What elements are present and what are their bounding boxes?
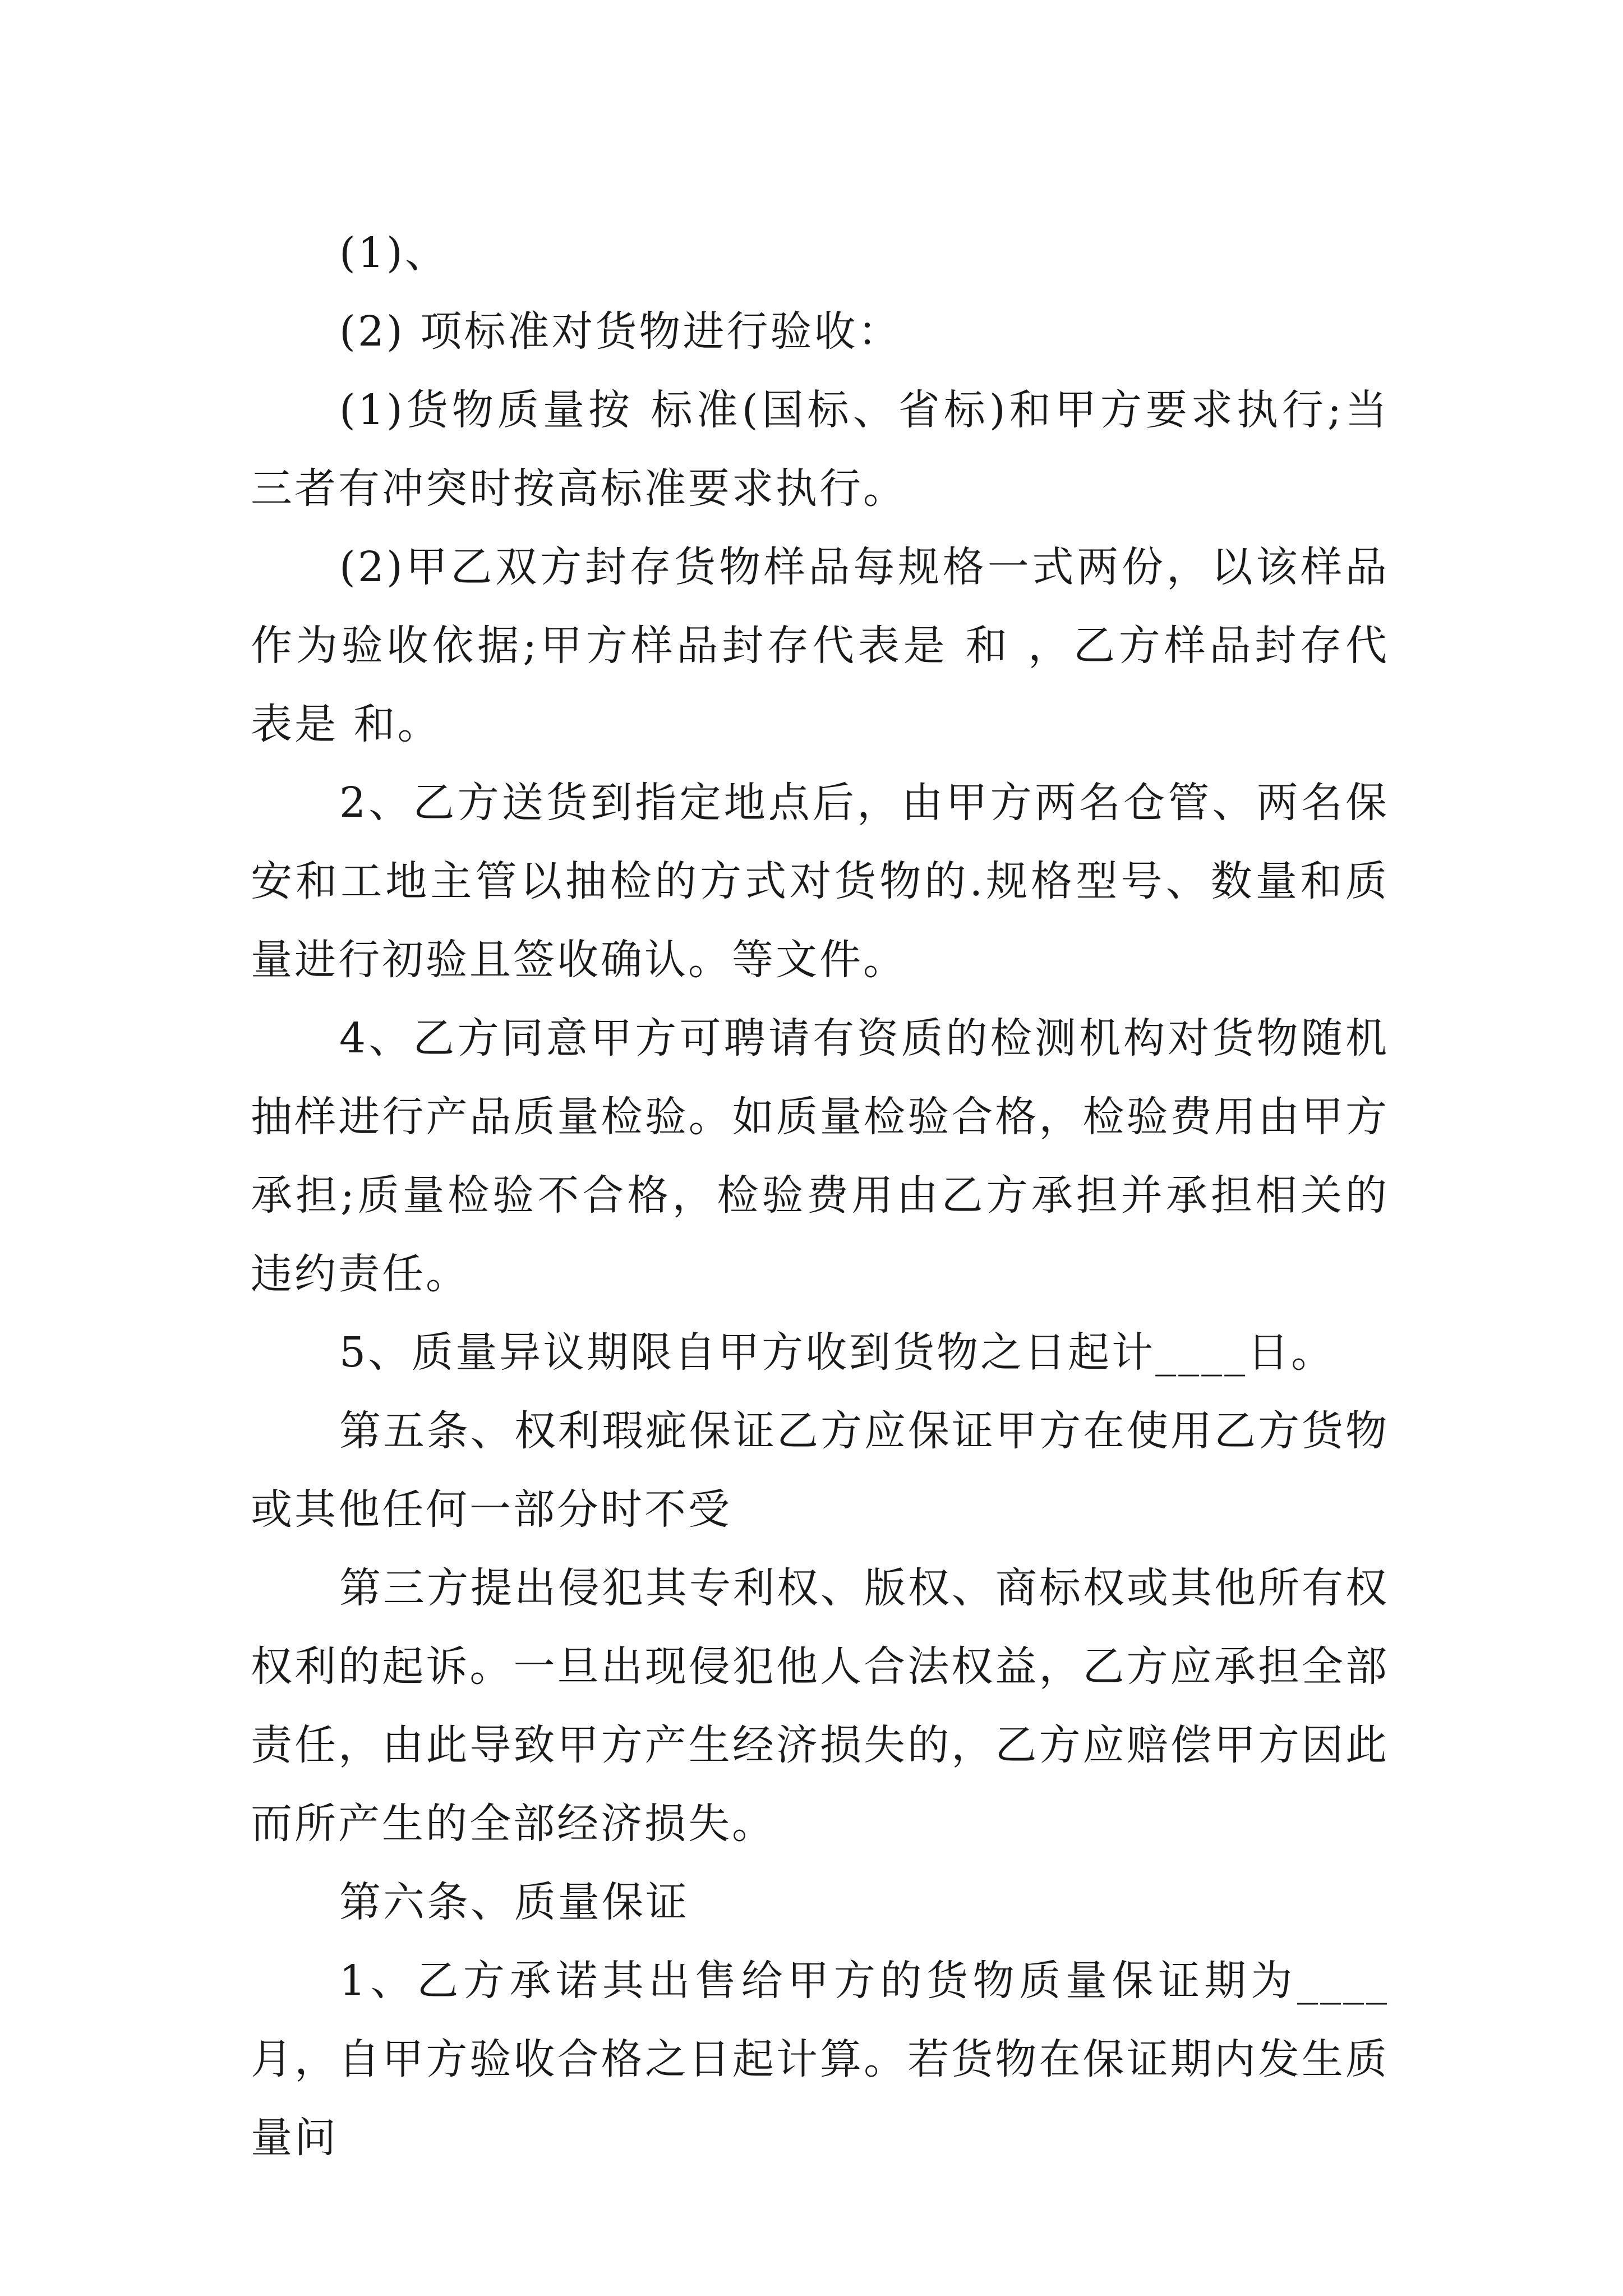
- paragraph-item-1: (1)、: [339, 229, 449, 277]
- paragraph-third-party-testing: 4、乙方同意甲方可聘请有资质的检测机构对货物随机抽样进行产品质量检验。如质量检验合格，检验费用由甲方承担;质量检验不合格，检验费用由乙方承担并承担相关的违约责任。: [251, 1014, 1389, 1298]
- paragraph-objection-period: 5、质量异议期限自甲方收到货物之日起计____日。: [339, 1328, 1335, 1377]
- paragraph-item-2: (2) 项标准对货物进行验收：: [339, 307, 902, 356]
- paragraph-warranty-period: 1、乙方承诺其出售给甲方的货物质量保证期为____月，自甲方验收合格之日起计算。若货物在保证期内发生质量问: [251, 1957, 1389, 2162]
- document-page: [251, 214, 1389, 2177]
- paragraph-quality-standard: (1)货物质量按 标准(国标、省标)和甲方要求执行;当三者有冲突时按高标准要求执行。: [251, 386, 1389, 513]
- paragraph-infringement: 第三方提出侵犯其专利权、版权、商标权或其他所有权权利的起诉。一旦出现侵犯他人合法权益，乙方应承担全部责任，由此导致甲方产生经济损失的，乙方应赔偿甲方因此而所产生的全部经济损失。: [251, 1564, 1389, 1848]
- paragraph-article-5-title: 第五条、权利瑕疵保证乙方应保证甲方在使用乙方货物或其他任何一部分时不受: [251, 1407, 1389, 1534]
- paragraph-article-6-title: 第六条、质量保证: [339, 1878, 689, 1926]
- paragraph-initial-inspection: 2、乙方送货到指定地点后，由甲方两名仓管、两名保安和工地主管以抽检的方式对货物的.规格型号、数量和质量进行初验且签收确认。等文件。: [251, 779, 1389, 984]
- paragraph-sample-sealing: (2)甲乙双方封存货物样品每规格一式两份，以该样品作为验收依据;甲方样品封存代表是 和 ，乙方样品封存代表是 和。: [251, 543, 1389, 748]
